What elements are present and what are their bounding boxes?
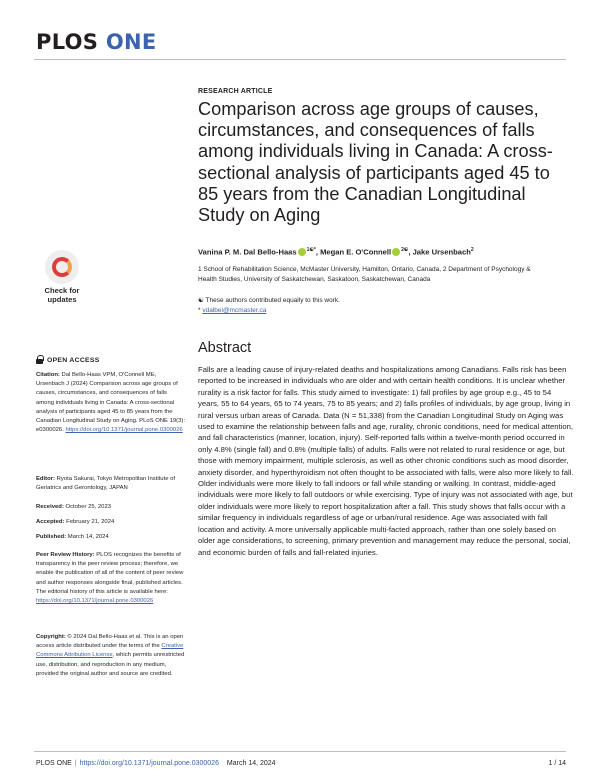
author-name[interactable]: Megan E. O'Connell <box>320 247 392 257</box>
editor-block: Editor: Ryota Sakurai, Tokyo Metropolitan Institute of Geriatrics and Gerontology, JAPAN <box>36 476 176 492</box>
badge-label: Check for updates <box>44 286 80 304</box>
copyright-block: Copyright: © 2024 Dal Bello-Haas et al. This is an open access article distributed under the terms of the Creative Commons Attribution License, which permits unrestricted use, distribution, and reproduction in any medium, provided the original author and source are credited. <box>36 634 185 677</box>
footer-divider <box>34 751 566 752</box>
published-date: Published: March 14, 2024 <box>36 534 109 540</box>
journal-logo-plos: PLOS <box>36 30 99 54</box>
abstract-text: Falls are a leading cause of injury-related deaths and hospitalizations among Canadians. Falls risk has been reported to be increased in individuals who are older and with certain health conditions. It is unclear whether rurality is a risk factor for falls. This study aimed to investigate: 1) fall profiles by age group e.g., 45 to 54 years, 55 to 64 years, 65 to 74 years, 75 to 85 years; and 2) falls profiles of individuals, by age group, living in rural versus urban areas of Canada. Data (N = 51,338) from the Canadian Longitudinal Study on Aging was used to examine the relationship between falls and age, rurality, chronic conditions, need for medical attention, and fall characteristics (manner, location, injury). Self-reported falls within a twelve-month period occurred in only 4.8% (single fall) and 0.8% (multiple falls) of adults. Falls were not related to rural residence or age, but those with memory impairment, multiple sclerosis, as well as other chronic conditions such as mood disorder, anxiety disorder, and hyperthyroidism not often thought to be associated with falls, were also more likely to fall. Older individuals were more likely to fall indoors or fall while standing or walking. In contrast, middle-aged individuals were more likely to fall outdoors or while exercising. Type of injury was not associated with age, but older individuals were more likely to report hospitalization after a fall. This study shows that falls occur with a similar frequency in individuals regardless of age or urban/rural residence. Age was associated with fall location and activity. A more universally applicable multi-facted approach, rather than one solely based on older age considerations, to screening, primary prevention and management may reduce the personal, social, and economic burden of falls and fall-related injuries. <box>198 365 574 557</box>
corresponding-email-link[interactable]: vdalbel@mcmaster.ca <box>202 307 267 314</box>
author-notes <box>198 296 558 316</box>
orcid-icon[interactable] <box>392 248 400 256</box>
open-access-label: OPEN ACCESS <box>36 355 100 364</box>
affiliations: 1 School of Rehabilitation Science, McMaster University, Hamilton, Ontario, Canada, 2 Department of Psychology & Health Studies, University of Saskatchewan, Saskatoon, Saskatchewan, Canada <box>198 266 531 283</box>
page-footer: PLOS ONE | https://doi.org/10.1371/journal.pone.0300026 March 14, 2024 <box>36 760 276 767</box>
journal-logo-one: ONE <box>105 30 157 54</box>
corresponding-author-note <box>198 306 558 316</box>
author-affil-marker: 2☯ <box>401 247 409 253</box>
header-divider <box>34 59 566 60</box>
check-for-updates-badge[interactable] <box>38 250 86 312</box>
author-name[interactable]: Vanina P. M. Dal Bello-Haas <box>198 247 297 257</box>
peer-review-link[interactable]: https://doi.org/10.1371/journal.pone.0300026 <box>36 598 154 605</box>
orcid-icon[interactable] <box>298 248 306 256</box>
author-affil-marker: 2 <box>470 247 474 253</box>
author-affil-marker: 1☯* <box>306 247 316 253</box>
footer-journal: PLOS ONE <box>36 760 72 767</box>
check-for-updates-icon <box>45 250 79 284</box>
open-access-lock-icon <box>36 355 43 363</box>
citation-block: Citation: Dal Bello-Haas VPM, O'Connell ME, Ursenbach J (2024) Comparison across age groups of causes, circumstances, and consequences of falls among individuals living in Canada: A cross-sectional analysis of participants aged 45 to 85 years from the Canadian Longitudinal Study on Aging. PLoS ONE 19(3): e0300026. https://doi.org/10.1371/journal.pone.0300026 <box>36 372 186 434</box>
footer-doi-link[interactable]: https://doi.org/10.1371/journal.pone.0300026 <box>79 760 219 767</box>
equal-contribution-note: ☯ These authors contributed equally to this work. <box>198 297 340 304</box>
footer-date: March 14, 2024 <box>226 760 276 767</box>
article-title: Comparison across age groups of causes, circumstances, and consequences of falls among individuals living in Canada: A cross-sectional analysis of participants aged 45 to 85 years from the Canadian Longitudinal Study on Aging <box>198 99 553 226</box>
received-date: Received: October 25, 2023 <box>36 504 112 510</box>
author-name[interactable]: Jake Ursenbach <box>412 247 471 257</box>
abstract-heading: Abstract <box>198 340 252 356</box>
corresponding-marker: * <box>198 307 201 314</box>
citation-doi-link[interactable]: https://doi.org/10.1371/journal.pone.0300026 <box>65 427 183 434</box>
peer-review-block: Peer Review History: PLOS recognizes the benefits of transparency in the peer review process; therefore, we enable the publication of all of the content of peer review and author responses alongside final, published articles. The editorial history of this article is available here: https://doi.org/10.1371/journal.pone.0300026 <box>36 552 184 605</box>
page-number: 1 / 14 <box>548 760 566 767</box>
journal-logo <box>36 30 157 54</box>
license-link[interactable]: Creative Commons Attribution License <box>36 643 184 659</box>
accepted-date: Accepted: February 21, 2024 <box>36 519 115 525</box>
article-type: RESEARCH ARTICLE <box>198 88 273 95</box>
author-list: Vanina P. M. Dal Bello-Haas $^{1☯*}$, Megan E. O'Connell $^{2☯}$, Jake Ursenbach$^2$ <box>198 247 474 257</box>
